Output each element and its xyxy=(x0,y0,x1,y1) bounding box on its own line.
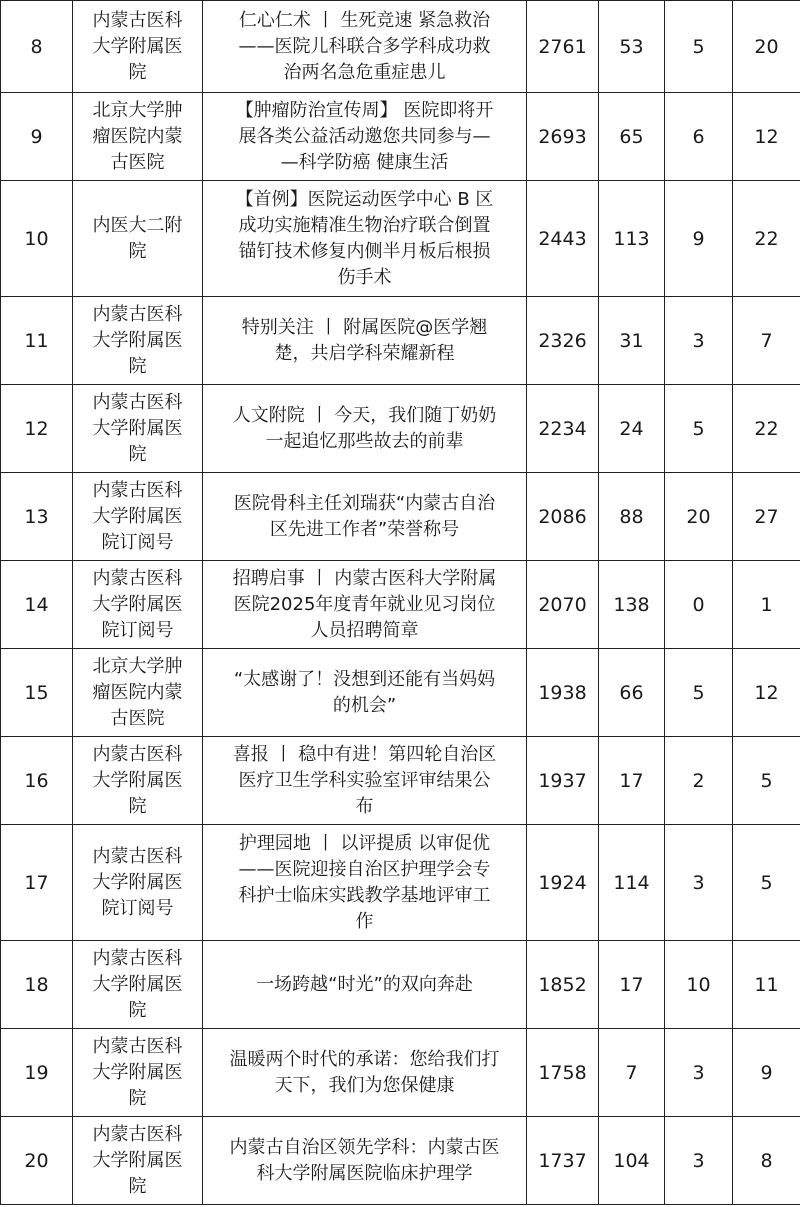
watching-cell: 22 xyxy=(733,181,800,297)
shares-cell: 3 xyxy=(665,1117,733,1205)
table-row xyxy=(1,825,800,941)
reads-cell: 2693 xyxy=(527,93,599,181)
table-row xyxy=(1,181,800,297)
reads-cell: 2234 xyxy=(527,385,599,473)
source-cell: 内蒙古医科 大学附属医 院订阅号 xyxy=(73,825,203,941)
reads-cell: 2443 xyxy=(527,181,599,297)
likes-cell: 65 xyxy=(599,93,665,181)
table-row xyxy=(1,1029,800,1117)
title-cell: 【肿瘤防治宣传周】 医院即将开 展各类公益活动邀您共同参与— —科学防癌 健康生活 xyxy=(203,93,527,181)
rank-cell: 14 xyxy=(1,561,73,649)
table-row xyxy=(1,737,800,825)
shares-cell: 20 xyxy=(665,473,733,561)
title-cell: 护理园地 丨 以评提质 以审促优 ——医院迎接自治区护理学会专 科护士临床实践教学基地评审工 作 xyxy=(203,825,527,941)
title-cell: 【首例】医院运动医学中心 B 区 成功实施精准生物治疗联合倒置 锚钉技术修复内侧半月板后根损 伤手术 xyxy=(203,181,527,297)
likes-cell: 138 xyxy=(599,561,665,649)
source-cell: 内蒙古医科 大学附属医 院 xyxy=(73,737,203,825)
reads-cell: 1938 xyxy=(527,649,599,737)
shares-cell: 3 xyxy=(665,1029,733,1117)
rank-cell: 12 xyxy=(1,385,73,473)
rank-cell: 11 xyxy=(1,297,73,385)
reads-cell: 1758 xyxy=(527,1029,599,1117)
title-cell: “太感谢了！没想到还能有当妈妈 的机会” xyxy=(203,649,527,737)
title-cell: 仁心仁术 丨 生死竞速 紧急救治 ——医院儿科联合多学科成功救 治两名急危重症患儿 xyxy=(203,1,527,93)
title-cell: 人文附院 丨 今天，我们随丁奶奶 一起追忆那些故去的前辈 xyxy=(203,385,527,473)
source-cell: 内医大二附 院 xyxy=(73,181,203,297)
rank-cell: 10 xyxy=(1,181,73,297)
shares-cell: 5 xyxy=(665,385,733,473)
table-row xyxy=(1,941,800,1029)
shares-cell: 2 xyxy=(665,737,733,825)
reads-cell: 1924 xyxy=(527,825,599,941)
shares-cell: 3 xyxy=(665,297,733,385)
watching-cell: 11 xyxy=(733,941,800,1029)
likes-cell: 7 xyxy=(599,1029,665,1117)
title-cell: 一场跨越“时光”的双向奔赴 xyxy=(203,941,527,1029)
source-cell: 内蒙古医科 大学附属医 院 xyxy=(73,1117,203,1205)
shares-cell: 9 xyxy=(665,181,733,297)
reads-cell: 2070 xyxy=(527,561,599,649)
watching-cell: 22 xyxy=(733,385,800,473)
title-cell: 内蒙古自治区领先学科：内蒙古医 科大学附属医院临床护理学 xyxy=(203,1117,527,1205)
shares-cell: 5 xyxy=(665,649,733,737)
reads-cell: 1737 xyxy=(527,1117,599,1205)
watching-cell: 27 xyxy=(733,473,800,561)
table-row xyxy=(1,93,800,181)
table-row xyxy=(1,1,800,93)
likes-cell: 104 xyxy=(599,1117,665,1205)
source-cell: 内蒙古医科 大学附属医 院 xyxy=(73,941,203,1029)
shares-cell: 10 xyxy=(665,941,733,1029)
rank-cell: 20 xyxy=(1,1117,73,1205)
title-cell: 医院骨科主任刘瑞获“内蒙古自治 区先进工作者”荣誉称号 xyxy=(203,473,527,561)
table-row xyxy=(1,1117,800,1205)
table-row xyxy=(1,297,800,385)
watching-cell: 5 xyxy=(733,825,800,941)
table-row xyxy=(1,473,800,561)
table-row xyxy=(1,649,800,737)
watching-cell: 7 xyxy=(733,297,800,385)
table-row xyxy=(1,561,800,649)
title-cell: 喜报 丨 稳中有进！第四轮自治区 医疗卫生学科实验室评审结果公 布 xyxy=(203,737,527,825)
rank-cell: 19 xyxy=(1,1029,73,1117)
reads-cell: 1937 xyxy=(527,737,599,825)
reads-cell: 2761 xyxy=(527,1,599,93)
source-cell: 内蒙古医科 大学附属医 院 xyxy=(73,385,203,473)
source-cell: 内蒙古医科 大学附属医 院 xyxy=(73,1029,203,1117)
source-cell: 内蒙古医科 大学附属医 院 xyxy=(73,1,203,93)
shares-cell: 6 xyxy=(665,93,733,181)
rank-cell: 16 xyxy=(1,737,73,825)
rank-cell: 8 xyxy=(1,1,73,93)
shares-cell: 0 xyxy=(665,561,733,649)
shares-cell: 5 xyxy=(665,1,733,93)
watching-cell: 12 xyxy=(733,93,800,181)
source-cell: 北京大学肿 瘤医院内蒙 古医院 xyxy=(73,93,203,181)
watching-cell: 12 xyxy=(733,649,800,737)
likes-cell: 24 xyxy=(599,385,665,473)
likes-cell: 17 xyxy=(599,941,665,1029)
likes-cell: 114 xyxy=(599,825,665,941)
reads-cell: 1852 xyxy=(527,941,599,1029)
shares-cell: 3 xyxy=(665,825,733,941)
watching-cell: 8 xyxy=(733,1117,800,1205)
ranking-table-body xyxy=(1,1,800,1205)
title-cell: 招聘启事 丨 内蒙古医科大学附属 医院2025年度青年就业见习岗位 人员招聘简章 xyxy=(203,561,527,649)
likes-cell: 17 xyxy=(599,737,665,825)
rank-cell: 18 xyxy=(1,941,73,1029)
source-cell: 内蒙古医科 大学附属医 院订阅号 xyxy=(73,561,203,649)
rank-cell: 13 xyxy=(1,473,73,561)
title-cell: 温暖两个时代的承诺：您给我们打 天下，我们为您保健康 xyxy=(203,1029,527,1117)
watching-cell: 5 xyxy=(733,737,800,825)
title-cell: 特别关注 丨 附属医院@医学翘 楚，共启学科荣耀新程 xyxy=(203,297,527,385)
likes-cell: 88 xyxy=(599,473,665,561)
likes-cell: 66 xyxy=(599,649,665,737)
rank-cell: 17 xyxy=(1,825,73,941)
watching-cell: 20 xyxy=(733,1,800,93)
likes-cell: 53 xyxy=(599,1,665,93)
watching-cell: 9 xyxy=(733,1029,800,1117)
reads-cell: 2326 xyxy=(527,297,599,385)
likes-cell: 113 xyxy=(599,181,665,297)
rank-cell: 15 xyxy=(1,649,73,737)
source-cell: 北京大学肿 瘤医院内蒙 古医院 xyxy=(73,649,203,737)
reads-cell: 2086 xyxy=(527,473,599,561)
source-cell: 内蒙古医科 大学附属医 院订阅号 xyxy=(73,473,203,561)
watching-cell: 1 xyxy=(733,561,800,649)
source-cell: 内蒙古医科 大学附属医 院 xyxy=(73,297,203,385)
table-row xyxy=(1,385,800,473)
likes-cell: 31 xyxy=(599,297,665,385)
rank-cell: 9 xyxy=(1,93,73,181)
